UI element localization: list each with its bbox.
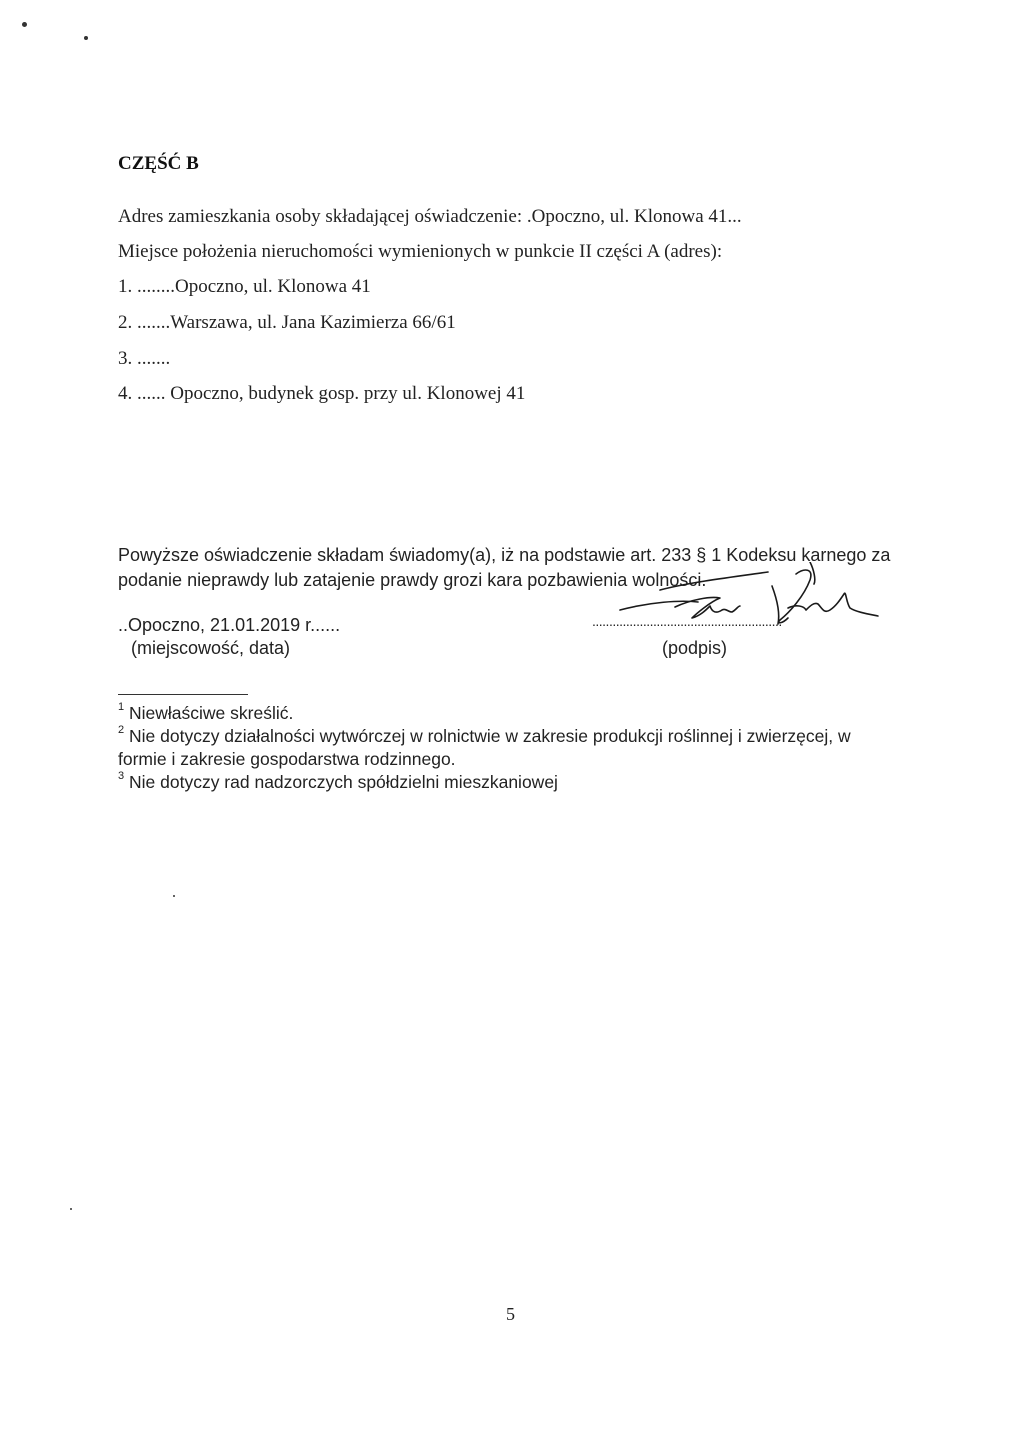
signature-caption: (podpis) [662, 638, 728, 658]
property-location-label: Miejsce położenia nieruchomości wymienionych w punkcie II części A (adres): [118, 241, 723, 262]
footnote-1 [118, 703, 293, 724]
scan-speck [84, 36, 88, 40]
declaration-line-2: podanie nieprawdy lub zatajenie prawdy grozi kara pozbawienia wolności. [118, 570, 707, 590]
place-date: ..Opoczno, 21.01.2019 r...... [118, 615, 341, 635]
handwritten-signature [600, 562, 880, 642]
footnote-rule [118, 694, 248, 695]
place-date-caption: (miejscowość, data) [131, 638, 291, 658]
signature-dots: ........................................................ [592, 613, 782, 629]
footnote-text: Niewłaściwe skreślić. [129, 703, 294, 723]
property-item-3: 3. ....... [118, 348, 171, 369]
footnote-mark: 2 [118, 724, 125, 737]
footnote-text: formie i zakresie gospodarstwa rodzinnego. [118, 749, 456, 769]
footnote-text: Nie dotyczy rad nadzorczych spółdzielni mieszkaniowej [129, 772, 558, 792]
footnote-2 [118, 726, 851, 747]
address-line: Adres zamieszkania osoby składającej oświadczenie: .Opoczno, ul. Klonowa 41... [118, 206, 742, 227]
scan-speck [22, 22, 27, 27]
scan-speck [173, 895, 175, 897]
footnote-mark: 3 [118, 770, 125, 783]
footnote-text: Nie dotyczy działalności wytwórczej w rolnictwie w zakresie produkcji roślinnej i zwierzęcej, w [129, 726, 851, 746]
footnote-mark: 1 [118, 701, 125, 714]
property-item-2: 2. .......Warszawa, ul. Jana Kazimierza 66/61 [118, 312, 456, 333]
page-number: 5 [506, 1304, 515, 1324]
footnote-3 [118, 772, 558, 793]
property-item-4: 4. ...... Opoczno, budynek gosp. przy ul. Klonowej 41 [118, 383, 526, 404]
footnote-2-continued [118, 749, 456, 770]
declaration-line-1: Powyższe oświadczenie składam świadomy(a), iż na podstawie art. 233 § 1 Kodeksu karnego za [118, 545, 891, 565]
property-item-1: 1. ........Opoczno, ul. Klonowa 41 [118, 276, 371, 297]
scan-speck [70, 1208, 72, 1210]
section-title: CZĘŚĆ B [118, 153, 199, 174]
